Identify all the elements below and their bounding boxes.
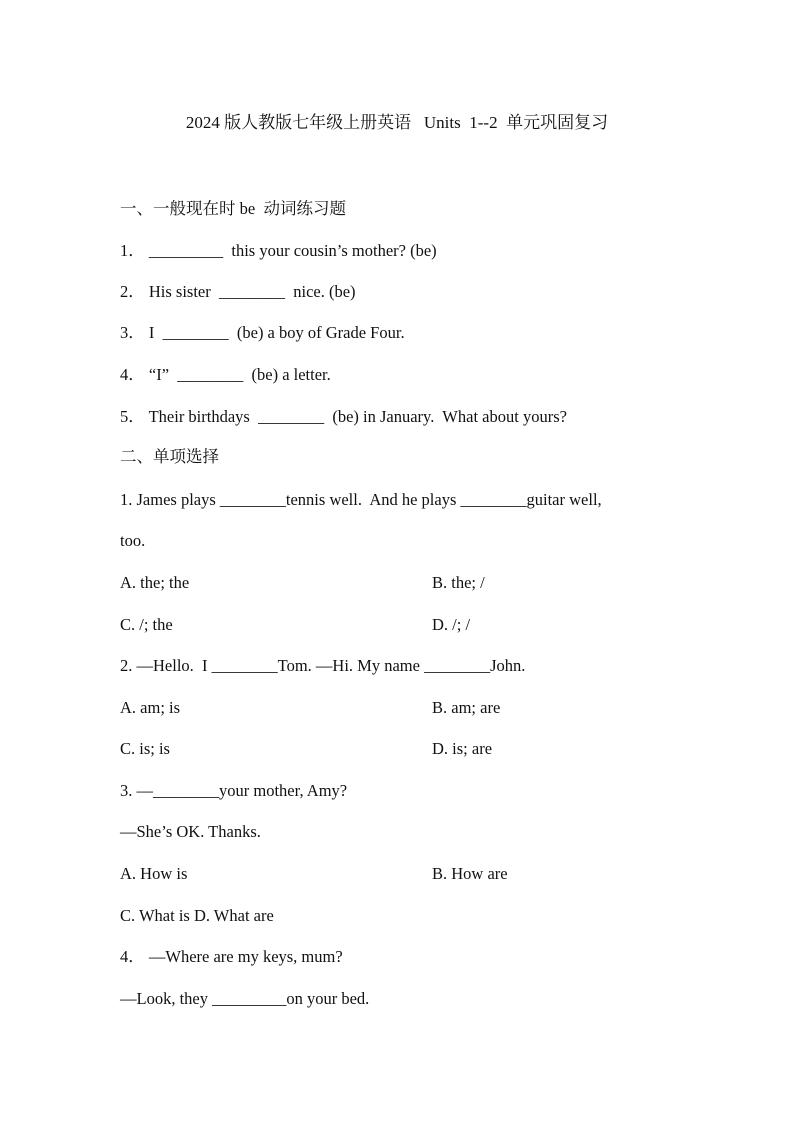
question-2-1-stem: 1. James plays ________tennis well. And he plays ________guitar well, (120, 490, 602, 509)
section-1-heading: 一、一般现在时 be 动词练习题 (120, 199, 346, 218)
option-2-2-c: C. is; is (120, 739, 170, 758)
question-1-1: 1． _________ this your cousin’s mother? (be) (120, 241, 437, 260)
option-2-2-d: D. is; are (432, 739, 493, 758)
option-2-3-b: B. How are (432, 864, 508, 883)
option-2-2-a: A. am; is (120, 698, 181, 717)
option-2-1-b: B. the; / (432, 573, 485, 592)
page-title: 2024 版人教版七年级上册英语 Units 1--2 单元巩固复习 (185, 113, 609, 132)
question-1-3: 3． I ________ (be) a boy of Grade Four. (120, 323, 405, 342)
option-2-3-a: A. How is (120, 864, 188, 883)
option-2-2-b: B. am; are (432, 698, 501, 717)
question-2-4-stem: 4． —Where are my keys, mum? (120, 947, 343, 966)
option-2-1-d: D. /; / (432, 615, 471, 634)
option-2-3-cd: C. What is D. What are (120, 906, 274, 925)
question-2-1-stem-cont: too. (120, 531, 146, 550)
question-1-2: 2． His sister ________ nice. (be) (120, 282, 356, 301)
section-2-heading: 二、单项选择 (120, 447, 219, 466)
question-1-4: 4． “I” ________ (be) a letter. (120, 365, 331, 384)
question-2-3-stem: 3. —________your mother, Amy? (120, 781, 348, 800)
question-2-4-reply: —Look, they _________on your bed. (120, 989, 370, 1008)
question-2-3-reply: —She’s OK. Thanks. (120, 822, 261, 841)
question-1-5: 5． Their birthdays ________ (be) in January. What about yours? (120, 407, 567, 426)
option-2-1-a: A. the; the (120, 573, 190, 592)
question-2-2-stem: 2. —Hello. I ________Tom. —Hi. My name ________John. (120, 656, 526, 675)
option-2-1-c: C. /; the (120, 615, 173, 634)
